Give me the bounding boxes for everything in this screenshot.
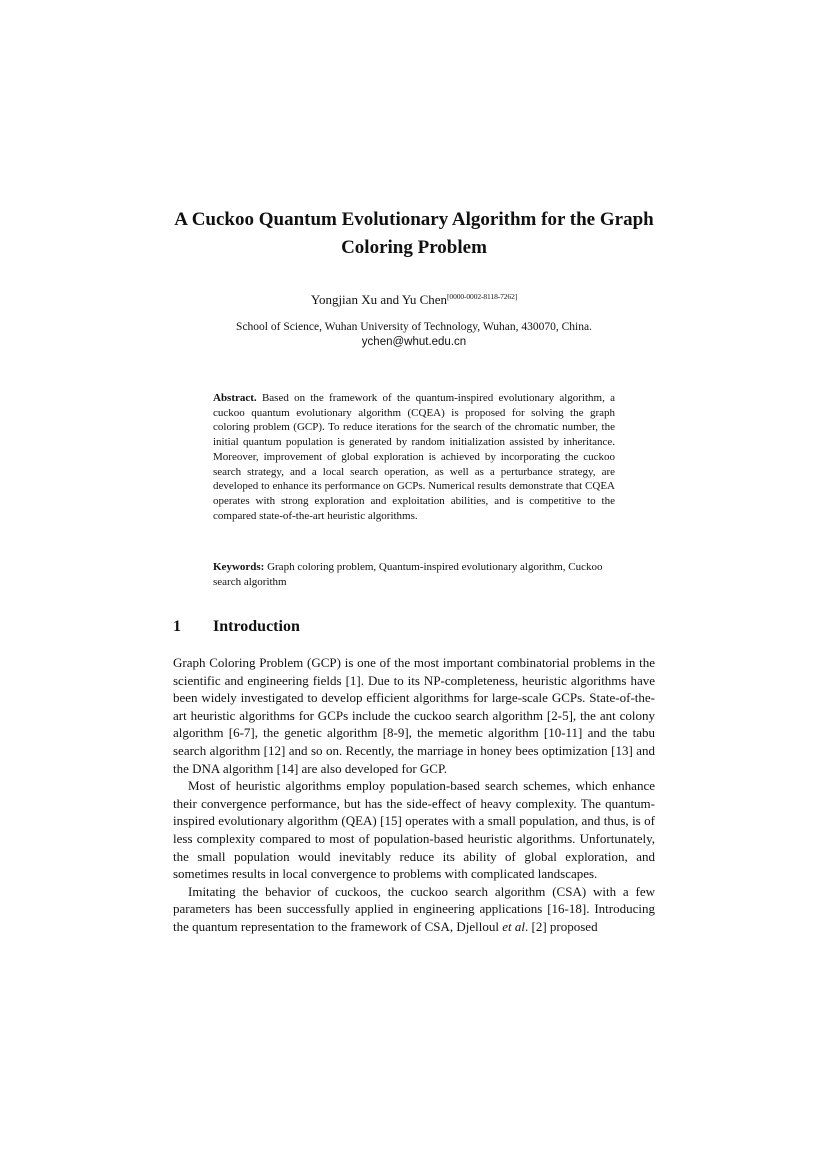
paragraph-3-end: . [2] proposed	[525, 918, 598, 934]
abstract-text: Based on the framework of the quantum-inspired evolutionary algorithm, a cuckoo quantum evolutionary algorithm (CQEA) is proposed for solving the graph coloring problem (GCP). To reduce iterations for the search of the chromatic number, the initial quantum population is generated by random initialization assisted by inheritance. Moreover, improvement of global exploration is achieved by incorporating the cuckoo search strategy, and a local search operation, as well as a perturbance strategy, are developed to enhance its performance on GCPs. Numerical results demonstrate that CQEA operates with strong exploration and exploitation abilities, and is competitive to the compared state-of-the-art heuristic algorithms.	[213, 392, 616, 522]
paragraph-3-start: Imitating the behavior of cuckoos, the cuckoo search algorithm (CSA) with a few parameters has been successfully applied in engineering applications [16-18]. Introducing the quantum representation to the framework of CSA, Djelloul	[173, 883, 655, 934]
abstract-label: Abstract.	[213, 392, 257, 404]
section-title: Introduction	[213, 618, 300, 635]
section-number: 1	[173, 618, 181, 635]
body-paragraph-3	[173, 883, 655, 936]
paper-title: A Cuckoo Quantum Evolutionary Algorithm for the Graph Coloring Problem	[174, 209, 654, 258]
author-email: ychen@whut.edu.cn	[361, 336, 467, 348]
section-body	[173, 654, 655, 936]
affiliation-block	[150, 320, 678, 350]
author-line	[150, 289, 678, 308]
body-paragraph-2: Most of heuristic algorithms employ population-based search schemes, which enhance their convergence performance, but has the side-effect of heavy complexity. The quantum-inspired evolutionary algorithm (QEA) [15] operates with a small population, and thus, is of less complexity compared to most of population-based heuristic algorithms. Unfortunately, the small population would inevitably reduce its ability of global exploration, and sometimes results in local convergence to problems with complicated landscapes.	[173, 778, 655, 882]
keywords	[213, 560, 615, 589]
body-paragraph-1: Graph Coloring Problem (GCP) is one of the most important combinatorial problems in the scientific and engineering fields [1]. Due to its NP-completeness, heuristic algorithms have been widely investigated to develop efficient algorithms for large-scale GCPs. State-of-the-art heuristic algorithms for GCPs include the cuckoo search algorithm [2-5], the ant colony algorithm [6-7], the genetic algorithm [8-9], the memetic algorithm [10-11] and the tabu search algorithm [12] and so on. Recently, the marriage in honey bees optimization [13] and the DNA algorithm [14] are also developed for GCP.	[173, 655, 655, 776]
abstract	[213, 391, 615, 523]
affiliation: School of Science, Wuhan University of Technology, Wuhan, 430070, China.	[236, 321, 592, 333]
section-heading	[173, 617, 300, 637]
et-al: et al	[502, 918, 526, 934]
authors: Yongjian Xu and Yu Chen	[310, 292, 448, 307]
keywords-label: Keywords:	[213, 561, 265, 573]
orcid-id: [0000-0002-8118-7262]	[447, 292, 518, 301]
keywords-text: Graph coloring problem, Quantum-inspired evolutionary algorithm, Cuckoo search algorithm	[213, 561, 603, 588]
